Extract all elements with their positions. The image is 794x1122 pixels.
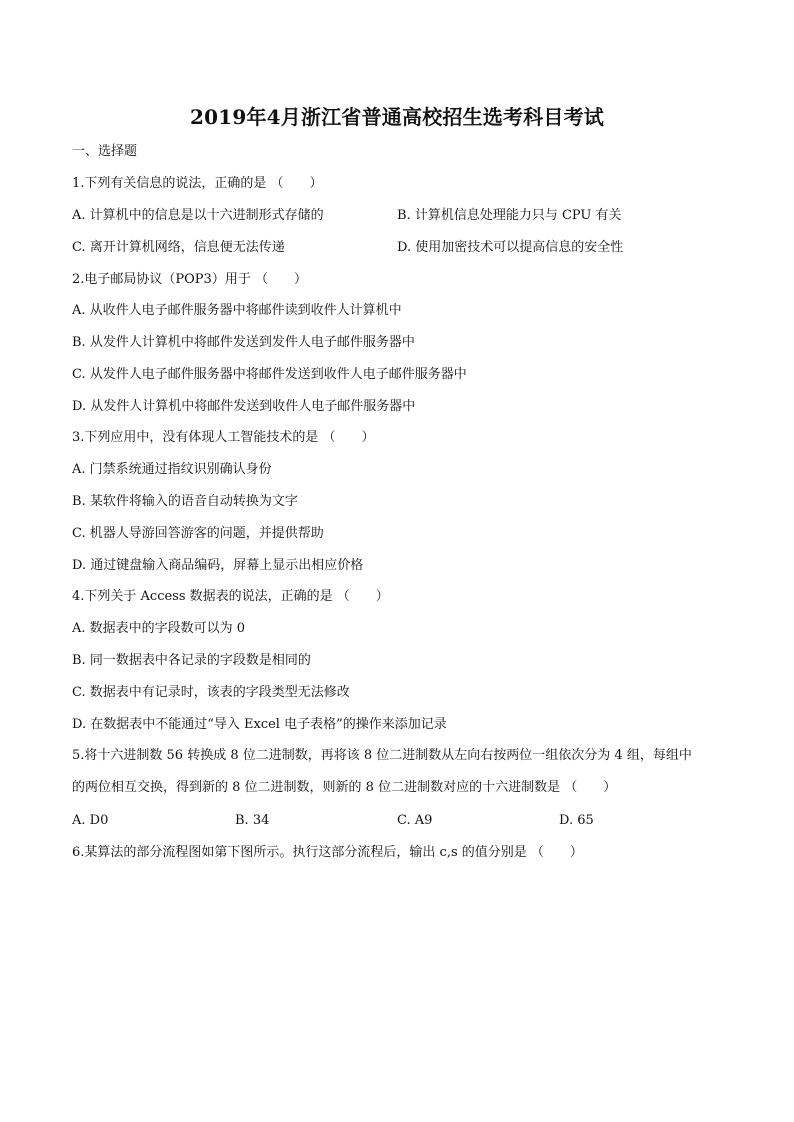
question-6-stem: 6.某算法的部分流程图如第下图所示。执行这部分流程后，输出 c,s 的值分别是 （ ） xyxy=(72,845,583,860)
question-4-stem: 4.下列关于 Access 数据表的说法，正确的是 （ ） xyxy=(72,589,389,604)
question-3-option-d: D. 通过键盘输入商品编码，屏幕上显示出相应价格 xyxy=(72,558,364,573)
question-1-option-b: B. 计算机信息处理能力只与 CPU 有关 xyxy=(397,208,622,223)
question-4-option-c: C. 数据表中有记录时，该表的字段类型无法修改 xyxy=(72,685,350,700)
question-5-stem-line-1: 5.将十六进制数 56 转换成 8 位二进制数，再将该 8 位二进制数从左向右按两位一组依次分为 4 组，每组中 xyxy=(72,748,692,763)
question-4-option-b: B. 同一数据表中各记录的字段数是相同的 xyxy=(72,653,311,668)
question-3-option-b: B. 某软件将输入的语音自动转换为文字 xyxy=(72,494,298,509)
question-1-option-d: D. 使用加密技术可以提高信息的安全性 xyxy=(397,240,624,255)
question-4-option-a: A. 数据表中的字段数可以为 0 xyxy=(72,621,246,636)
question-5-option-d: D. 65 xyxy=(559,813,594,828)
question-2-option-a: A. 从收件人电子邮件服务器中将邮件读到收件人计算机中 xyxy=(72,303,402,318)
question-3-option-c: C. 机器人导游回答游客的问题，并提供帮助 xyxy=(72,526,324,541)
section-heading: 一、选择题 xyxy=(72,144,138,159)
question-2-option-b: B. 从发件人计算机中将邮件发送到发件人电子邮件服务器中 xyxy=(72,335,415,350)
question-2-option-c: C. 从发件人电子邮件服务器中将邮件发送到收件人电子邮件服务器中 xyxy=(72,367,467,382)
question-4-option-d: D. 在数据表中不能通过“导入 Excel 电子表格”的操作来添加记录 xyxy=(72,717,447,732)
question-1-stem: 1.下列有关信息的说法，正确的是 （ ） xyxy=(72,176,323,191)
exam-title: 2019年4月浙江省普通高校招生选考科目考试 xyxy=(190,105,604,129)
question-2-stem: 2.电子邮局协议（POP3）用于 （ ） xyxy=(72,272,307,287)
question-5-option-c: C. A9 xyxy=(397,813,433,828)
question-2-option-d: D. 从发件人计算机中将邮件发送到收件人电子邮件服务器中 xyxy=(72,399,416,414)
question-1-option-c: C. 离开计算机网络，信息便无法传递 xyxy=(72,240,285,255)
question-5-option-a: A. D0 xyxy=(72,813,109,828)
question-5-option-b: B. 34 xyxy=(235,813,270,828)
question-3-stem: 3.下列应用中，没有体现人工智能技术的是 （ ） xyxy=(72,430,375,445)
question-1-option-a: A. 计算机中的信息是以十六进制形式存储的 xyxy=(72,208,324,223)
question-3-option-a: A. 门禁系统通过指纹识别确认身份 xyxy=(72,462,272,477)
question-5-stem-line-2: 的两位相互交换，得到新的 8 位二进制数，则新的 8 位二进制数对应的十六进制数是 （ ） xyxy=(72,780,617,795)
